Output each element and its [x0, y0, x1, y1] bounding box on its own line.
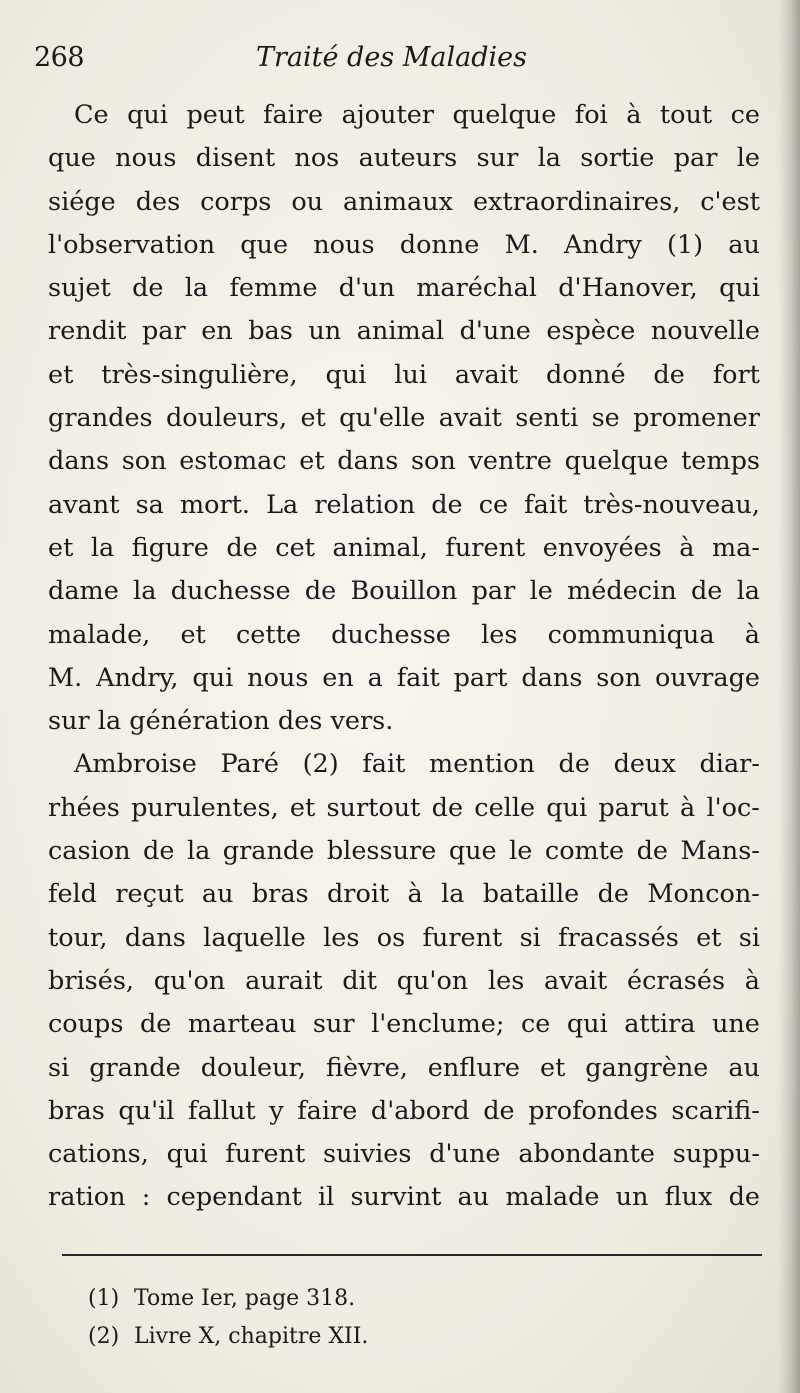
text-line: siége des corps ou animaux extraordinaires, c'est — [48, 186, 760, 217]
footnote — [88, 1318, 708, 1356]
text-line: l'observation que nous donne M. Andry (1) au — [48, 229, 760, 260]
text-line: et très-singulière, qui lui avait donné de fort — [48, 359, 760, 390]
text-line: sur la génération des vers. — [48, 706, 394, 737]
text-line: ration : cependant il survint au malade un flux de — [48, 1182, 760, 1213]
text-line: malade, et cette duchesse les communiqua à — [48, 619, 760, 650]
text-line: que nous disent nos auteurs sur la sortie par le — [48, 143, 760, 174]
text-line: Ce qui peut faire ajouter quelque foi à tout ce — [74, 100, 760, 130]
footnote — [88, 1280, 708, 1318]
text-line: brisés, qu'on aurait dit qu'on les avait écrasés à — [48, 965, 760, 996]
text-line: Ambroise Paré (2) fait mention de deux diar- — [74, 749, 760, 780]
text-line: casion de la grande blessure que le comte de Mans- — [48, 836, 760, 867]
page-header — [34, 42, 774, 82]
text-line: tour, dans laquelle les os furent si fracassés et si — [48, 922, 760, 953]
text-line: M. Andry, qui nous en a fait part dans son ouvrage — [48, 662, 760, 693]
text-line: avant sa mort. La relation de ce fait très-nouveau, — [48, 489, 760, 520]
text-line: feld reçut au bras droit à la bataille de Moncon- — [48, 879, 760, 910]
footnotes — [88, 1280, 708, 1356]
footnote-rule — [62, 1254, 762, 1256]
page-edge-shadow — [778, 0, 800, 1393]
body-text — [48, 94, 760, 1220]
text-line: sujet de la femme d'un maréchal d'Hanover, qui — [48, 273, 760, 304]
text-line: rendit par en bas un animal d'une espèce nouvelle — [48, 316, 760, 347]
text-line: si grande douleur, fièvre, enflure et gangrène au — [48, 1052, 760, 1083]
text-line: rhées purulentes, et surtout de celle qui parut à l'oc- — [48, 792, 760, 823]
footnote-text: Tome Ier, page 318. — [134, 1286, 356, 1311]
text-line: bras qu'il fallut y faire d'abord de profondes scarifi- — [48, 1095, 760, 1126]
footnote-marker: (1) — [88, 1286, 120, 1311]
text-line: et la figure de cet animal, furent envoyées à ma- — [48, 532, 760, 563]
page-number: 268 — [34, 42, 85, 73]
text-line: dame la duchesse de Bouillon par le médecin de la — [48, 576, 760, 607]
text-line: dans son estomac et dans son ventre quelque temps — [48, 446, 760, 477]
running-title: Traité des Maladies — [256, 42, 527, 73]
footnote-text: Livre X, chapitre XII. — [134, 1324, 369, 1349]
text-line: grandes douleurs, et qu'elle avait senti se promener — [48, 403, 760, 434]
footnote-marker: (2) — [88, 1324, 120, 1349]
text-line: coups de marteau sur l'enclume; ce qui attira une — [48, 1009, 760, 1040]
text-line: cations, qui furent suivies d'une abondante suppu- — [48, 1139, 760, 1170]
